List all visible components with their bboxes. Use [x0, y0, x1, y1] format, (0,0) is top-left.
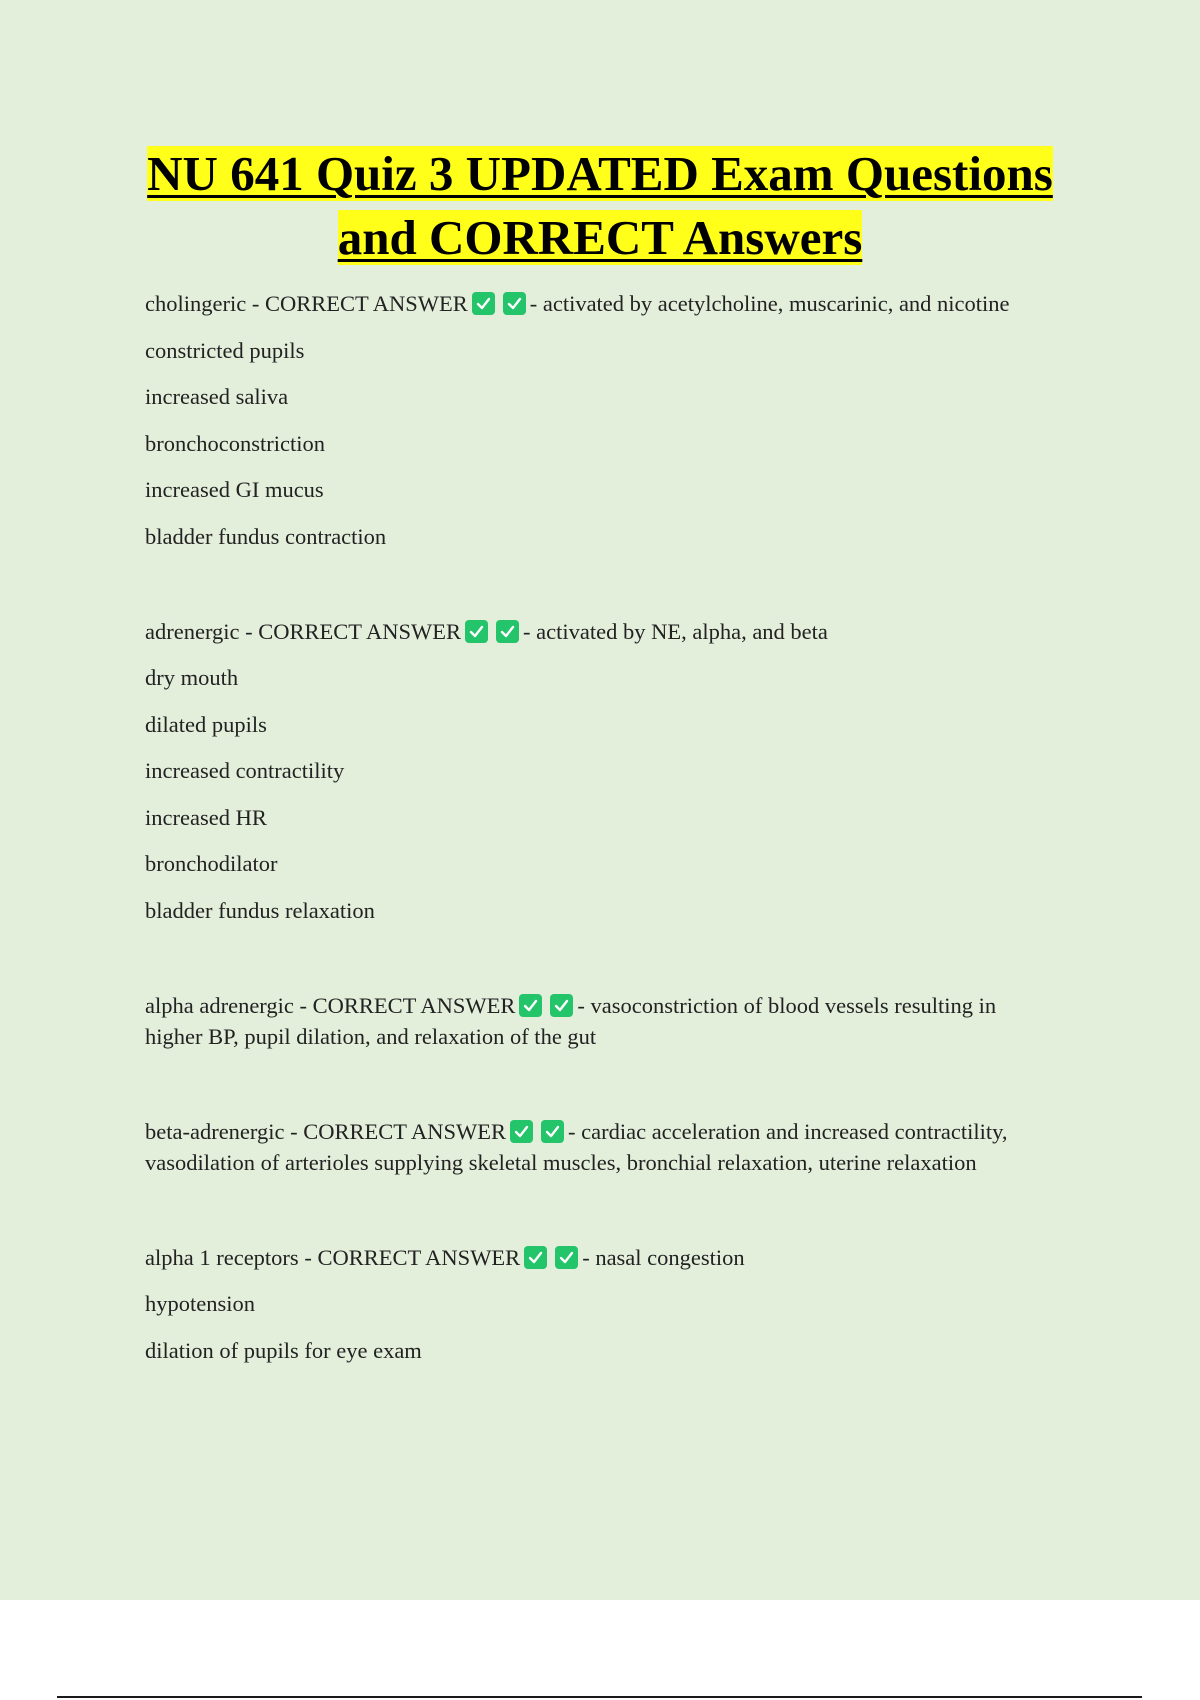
qa-entry-alpha-adrenergic	[145, 990, 1085, 1052]
detail-line: increased contractility	[145, 758, 345, 783]
detail-line: dry mouth	[145, 665, 239, 690]
spacer	[145, 926, 1085, 990]
spacer	[145, 1178, 1085, 1242]
checkmark-icon	[519, 994, 542, 1017]
checkmark-icon	[465, 620, 488, 643]
spacer	[145, 1052, 1085, 1116]
checkmark-icon	[541, 1120, 564, 1143]
checkmark-icon	[472, 292, 495, 315]
answer-text: activated by NE, alpha, and beta	[536, 618, 828, 644]
checkmark-icon	[496, 620, 519, 643]
qa-list	[145, 288, 1085, 1366]
qa-entry-alpha-1-receptors	[145, 1242, 1085, 1366]
term: adrenergic	[145, 618, 240, 644]
detail-line: constricted pupils	[145, 337, 305, 363]
detail-line: dilation of pupils for eye exam	[145, 1337, 422, 1363]
qa-heading: alpha 1 receptors - CORRECT ANSWER - nasal congestion	[145, 1244, 745, 1270]
page-footer	[0, 1600, 1200, 1700]
answer-label: CORRECT ANSWER	[312, 992, 516, 1018]
detail-line: bronchodilator	[145, 851, 278, 876]
answer-label: CORRECT ANSWER	[264, 291, 468, 316]
detail-line: bronchoconstriction	[145, 430, 325, 456]
detail-line: bladder fundus relaxation	[145, 897, 375, 923]
qa-heading: adrenergic - CORRECT ANSWER - activated by NE, alpha, and beta	[145, 618, 828, 644]
answer-text: activated by acetylcholine, muscarinic, and nicotine	[542, 291, 1010, 316]
footer-divider	[57, 1696, 1142, 1698]
checkmark-icon	[550, 994, 573, 1017]
qa-entry-cholingeric	[145, 288, 1085, 552]
detail-line: increased GI mucus	[145, 477, 324, 502]
qa-heading: beta-adrenergic - CORRECT ANSWER - cardiac acceleration and increased contractility,	[145, 1118, 1008, 1144]
answer-label: CORRECT ANSWER	[258, 618, 462, 644]
checkmark-icon	[503, 292, 526, 315]
checkmark-icon	[555, 1246, 578, 1269]
detail-line: bladder fundus contraction	[145, 523, 387, 549]
detail-line: increased saliva	[145, 384, 289, 409]
spacer	[145, 552, 1085, 616]
answer-label: CORRECT ANSWER	[317, 1244, 521, 1270]
detail-line: hypotension	[145, 1291, 255, 1316]
qa-entry-beta-adrenergic	[145, 1116, 1085, 1178]
answer-text: cardiac acceleration and increased contractility,	[581, 1118, 1008, 1144]
term: beta-adrenergic	[145, 1118, 285, 1144]
answer-text: nasal congestion	[595, 1244, 745, 1270]
title-line-1: NU 641 Quiz 3 UPDATED Exam Questions	[147, 146, 1053, 201]
answer-text: vasoconstriction of blood vessels resulting in	[590, 992, 997, 1018]
checkmark-icon	[524, 1246, 547, 1269]
detail-line: dilated pupils	[145, 711, 267, 737]
qa-heading: cholingeric - CORRECT ANSWER - activated by acetylcholine, muscarinic, and nicotine	[145, 291, 1010, 316]
qa-entry-adrenergic	[145, 616, 1085, 926]
term: alpha 1 receptors	[145, 1244, 299, 1270]
term: cholingeric	[145, 291, 247, 316]
qa-heading: alpha adrenergic - CORRECT ANSWER - vasoconstriction of blood vessels resulting in	[145, 992, 997, 1018]
title-line-2: and CORRECT Answers	[337, 210, 863, 265]
answer-text-continued: higher BP, pupil dilation, and relaxation of the gut	[145, 1023, 597, 1049]
answer-text-continued: vasodilation of arterioles supplying skeletal muscles, bronchial relaxation, uterine relaxation	[145, 1149, 977, 1175]
checkmark-icon	[510, 1120, 533, 1143]
detail-line: increased HR	[145, 804, 267, 830]
answer-label: CORRECT ANSWER	[303, 1118, 506, 1144]
document-title	[100, 142, 1100, 270]
term: alpha adrenergic	[145, 992, 294, 1018]
